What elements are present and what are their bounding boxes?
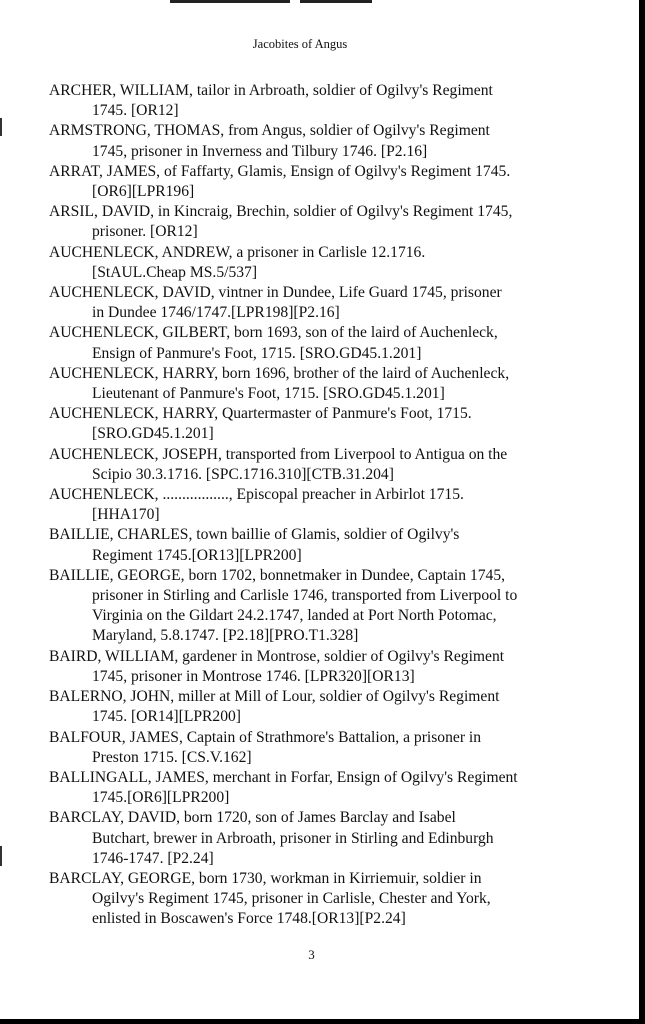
entry: BALLINGALL, JAMES, merchant in Forfar, Ensign of Ogilvy's Regiment 1745.[OR6][LPR200] (49, 768, 518, 807)
entry-list (49, 81, 559, 930)
entry: BARCLAY, DAVID, born 1720, son of James Barclay and Isabel Butchart, brewer in Arbroath, prisoner in Stirling and Edinburgh 1746-1747. [P2.24] (49, 809, 494, 867)
left-margin-mark (0, 846, 2, 866)
entry: AUCHENLECK, DAVID, vintner in Dundee, Life Guard 1745, prisoner in Dundee 1746/1747.[LPR198][P2.16] (49, 284, 502, 322)
scan-border-bottom (0, 1019, 645, 1024)
entry: AUCHENLECK, JOSEPH, transported from Liverpool to Antigua on the Scipio 30.3.1716. [SPC.1716.310][CTB.31.204] (49, 445, 508, 483)
entry: AUCHENLECK, HARRY, Quartermaster of Panmure's Foot, 1715. [SRO.GD45.1.201] (49, 405, 472, 443)
entry: BARCLAY, GEORGE, born 1730, workman in Kirriemuir, soldier in Ogilvy's Regiment 1745, prisoner in Carlisle, Chester and York, enlisted in Boscawen's Force 1748.[OR13][P2.24] (49, 869, 491, 928)
page-number: 3 (308, 947, 315, 962)
entry: AUCHENLECK, ANDREW, a prisoner in Carlisle 12.1716. [StAUL.Cheap MS.5/537] (49, 243, 426, 281)
top-scan-rule-2 (300, 0, 372, 3)
entry: BAILLIE, GEORGE, born 1702, bonnetmaker in Dundee, Captain 1745, prisoner in Stirling and Carlisle 1746, transported from Liverpool to Virginia on the Gildart 24.2.1747, landed at Port North Potomac, Maryland, 5.8.1747. [P2.18][PRO.T1.328] (49, 566, 518, 645)
entry: AUCHENLECK, HARRY, born 1696, brother of the laird of Auchenleck, Lieutenant of Panmure's Foot, 1715. [SRO.GD45.1.201] (49, 364, 510, 403)
entry: AUCHENLECK, GILBERT, born 1693, son of the laird of Auchenleck, Ensign of Panmure's Foot, 1715. [SRO.GD45.1.201] (49, 324, 498, 362)
running-header: Jacobites of Angus (252, 37, 348, 51)
left-margin-mark (0, 118, 2, 136)
entry: ARSIL, DAVID, in Kincraig, Brechin, soldier of Ogilvy's Regiment 1745, prisoner. [OR12] (49, 203, 513, 241)
entry: ARRAT, JAMES, of Faffarty, Glamis, Ensign of Ogilvy's Regiment 1745. [OR6][LPR196] (49, 162, 511, 201)
entry: BALFOUR, JAMES, Captain of Strathmore's Battalion, a prisoner in Preston 1715. [CS.V.162] (49, 728, 482, 766)
entry: BALERNO, JOHN, miller at Mill of Lour, soldier of Ogilvy's Regiment 1745. [OR14][LPR200] (49, 688, 500, 726)
entry: BAILLIE, CHARLES, town baillie of Glamis, soldier of Ogilvy's Regiment 1745.[OR13][LPR200] (49, 526, 460, 564)
entry: BAIRD, WILLIAM, gardener in Montrose, soldier of Ogilvy's Regiment 1745, prisoner in Montrose 1746. [LPR320][OR13] (49, 647, 505, 685)
top-scan-rule-1 (170, 0, 290, 3)
entry: AUCHENLECK, ................., Episcopal preacher in Arbirlot 1715. [HHA170] (49, 486, 464, 524)
entry: ARMSTRONG, THOMAS, from Angus, soldier of Ogilvy's Regiment 1745, prisoner in Inverness and Tilbury 1746. [P2.16] (49, 122, 490, 160)
entry: ARCHER, WILLIAM, tailor in Arbroath, soldier of Ogilvy's Regiment 1745. [OR12] (49, 82, 493, 120)
scan-border-right (639, 0, 645, 1024)
